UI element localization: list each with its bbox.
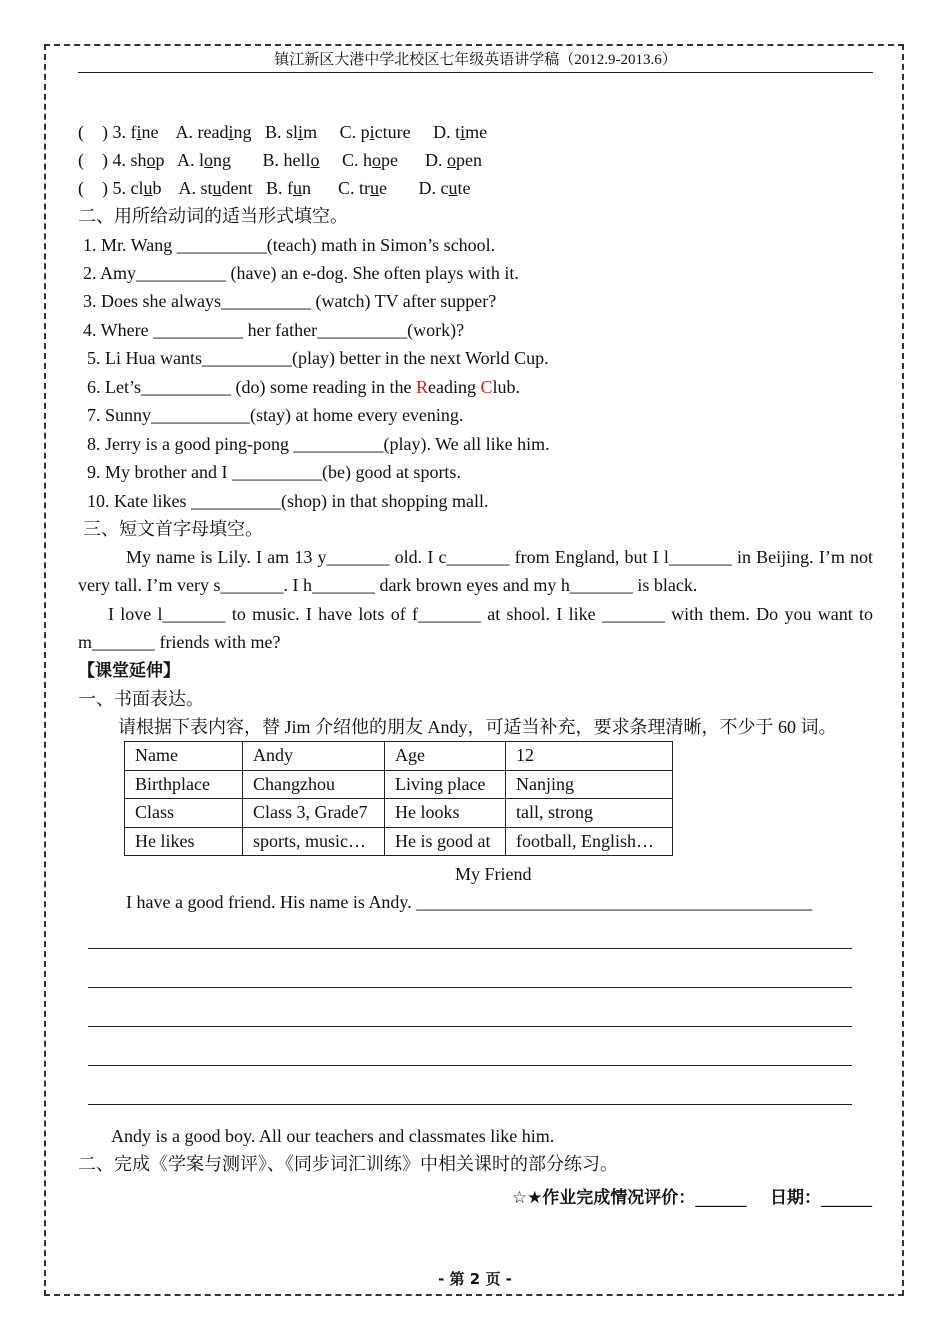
table-cell: tall, strong: [506, 799, 673, 828]
table-cell: He looks: [385, 799, 506, 828]
table-cell: 12: [506, 742, 673, 771]
table-row: [125, 827, 673, 856]
evaluation-blank[interactable]: ______: [695, 1188, 747, 1208]
writing-line[interactable]: [88, 948, 852, 949]
table-cell: Age: [385, 742, 506, 771]
essay-title: My Friend: [455, 864, 532, 884]
fill-item-5: 5. Li Hua wants__________(play) better in the next World Cup.: [87, 348, 549, 368]
fill-item-8: 8. Jerry is a good ping-pong __________(play). We all like him.: [87, 434, 550, 454]
table-row: [125, 742, 673, 771]
table-cell: Nanjing: [506, 770, 673, 799]
task-2: 二、完成《学案与测评》、《同步词汇训练》中相关课时的部分练习。: [78, 1154, 618, 1174]
evaluation-row: [512, 1183, 872, 1208]
table-cell: Class: [125, 799, 243, 828]
reading-club-c: C: [480, 377, 493, 397]
writing-line[interactable]: [88, 987, 852, 988]
table-cell: Class 3, Grade7: [243, 799, 385, 828]
evaluation-label: ☆★作业完成情况评价：: [511, 1188, 696, 1208]
writing-line[interactable]: [88, 1104, 852, 1105]
phonics-item-4: ( ) 4. shop A. long B. hello C. hope D. open: [78, 150, 483, 170]
essay-end: Andy is a good boy. All our teachers and classmates like him.: [111, 1126, 555, 1146]
info-table: [124, 741, 673, 856]
page-number: - 第 2 页 -: [438, 1270, 512, 1288]
fill-item-7: 7. Sunny___________(stay) at home every evening.: [87, 405, 464, 425]
essay-start: I have a good friend. His name is Andy. ____________________________________________: [126, 892, 813, 912]
table-cell: Name: [125, 742, 243, 771]
cloze-paragraph-1: My name is Lily. I am 13 y_______ old. I c_______ from England, but I l_______ in Beijing. I’m not very tall. I’m very s_______. I h_______ dark brown eyes and my h_______ is black.: [78, 547, 873, 595]
writing-title: 一、书面表达。: [78, 689, 204, 709]
writing-instruction: 请根据下表内容，替 Jim 介绍他的朋友 Andy，可适当补充，要求条理清晰，不少于 60 词。: [118, 717, 837, 737]
date-blank[interactable]: ______: [821, 1188, 872, 1208]
table-cell: Changzhou: [243, 770, 385, 799]
fill-item-9: 9. My brother and I __________(be) good at sports.: [87, 462, 461, 482]
page-header: 镇江新区大港中学北校区七年级英语讲学稿（2012.9-2013.6）: [78, 50, 873, 73]
table-row: [125, 770, 673, 799]
table-cell: He is good at: [385, 827, 506, 856]
section2-title: 二、用所给动词的适当形式填空。: [78, 206, 348, 226]
fill-item-4: 4. Where __________ her father__________(work)?: [83, 320, 465, 340]
reading-club-r: R: [415, 377, 428, 397]
writing-line[interactable]: [88, 1065, 852, 1066]
table-cell: Living place: [385, 770, 506, 799]
table-row: [125, 799, 673, 828]
fill-item-2: 2. Amy__________ (have) an e-dog. She often plays with it.: [83, 263, 519, 283]
phonics-item-5: ( ) 5. club A. student B. fun C. true D. cute: [78, 178, 471, 198]
table-cell: sports, music…: [243, 827, 385, 856]
section3-title: 三、短文首字母填空。: [83, 519, 263, 539]
date-label: 日期：: [770, 1188, 821, 1208]
table-cell: Andy: [243, 742, 385, 771]
writing-line[interactable]: [88, 1026, 852, 1027]
table-cell: Birthplace: [125, 770, 243, 799]
fill-item-1: 1. Mr. Wang __________(teach) math in Simon’s school.: [83, 235, 496, 255]
fill-item-3: 3. Does she always__________ (watch) TV after supper?: [83, 291, 497, 311]
phonics-item-3: ( ) 3. fine A. reading B. slim C. picture D. time: [78, 122, 488, 142]
table-cell: He likes: [125, 827, 243, 856]
extension-title: 【课堂延伸】: [78, 661, 180, 681]
fill-item-10: 10. Kate likes __________(shop) in that shopping mall.: [87, 491, 489, 511]
table-cell: football, English…: [506, 827, 673, 856]
cloze-paragraph-2: I love l_______ to music. I have lots of f_______ at shool. I like _______ with them. Do you want to m_______ friends with me?: [78, 604, 873, 652]
fill-item-6: 6. Let’s__________ (do) some reading in the Reading Club.: [87, 377, 520, 397]
